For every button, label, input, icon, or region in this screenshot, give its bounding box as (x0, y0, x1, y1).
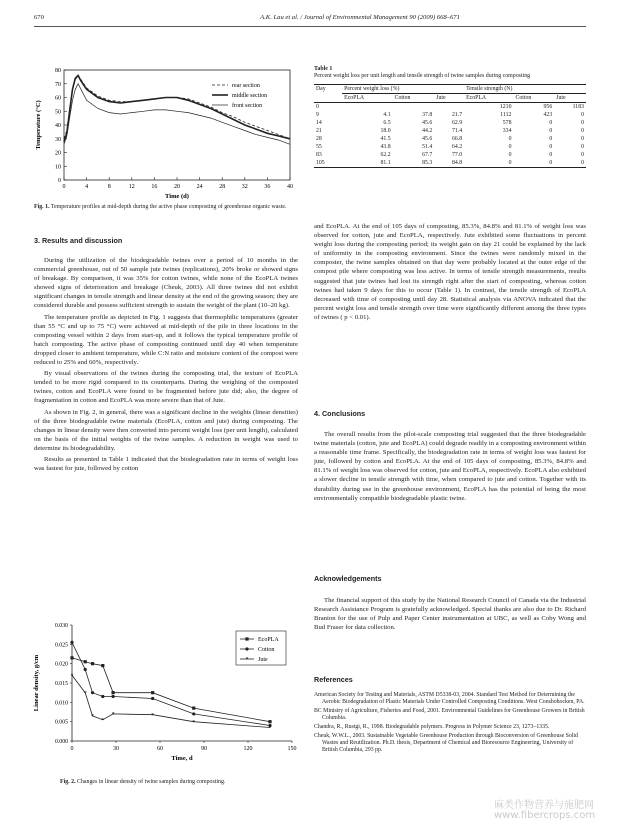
table-cell: 66.8 (451, 135, 463, 142)
x-tick-label: 0 (62, 184, 66, 190)
table-cell: 0 (581, 143, 584, 150)
data-point: * (91, 714, 95, 721)
fig1-caption-label: Fig. 1. (34, 204, 50, 210)
fig1-legend (212, 83, 267, 109)
fig2-series-line (72, 658, 270, 722)
table-cell: 0 (508, 135, 512, 142)
table-1-grid (314, 84, 586, 168)
table-row (314, 143, 586, 151)
x-tick-label: 24 (196, 184, 203, 190)
table-row (314, 151, 586, 159)
data-point (192, 712, 195, 715)
table-cell: 18.0 (380, 127, 391, 134)
table-cell-day: 28 (316, 135, 322, 142)
y-tick-label: 0.000 (54, 739, 68, 745)
table-subhead: EcoPLA (466, 94, 487, 101)
table-cell: 85.3 (422, 159, 433, 166)
table-row (314, 159, 586, 168)
y-tick-label: 0.030 (54, 623, 68, 629)
fig1-caption (34, 204, 299, 211)
fig2-linear-density-chart (30, 617, 300, 775)
table-cell-day: 105 (316, 159, 325, 166)
fig2-caption-label: Fig. 2. (60, 779, 76, 785)
table-cell: 45.6 (422, 135, 433, 142)
references-heading: References (314, 675, 353, 684)
acknowledgements-heading: Acknowledgements (314, 574, 382, 583)
fig2-caption-text: Changes in linear density of twine samples during composting. (77, 779, 226, 785)
data-point (268, 720, 271, 723)
section-3-heading: 3. Results and discussion (34, 236, 123, 245)
legend-label: EcoPLA (258, 637, 279, 643)
paragraph: and EcoPLA. At the end of 105 days of composting, 85.3%, 84.8% and 81.1% of weight loss was observed for cotton, jute and EcoPLA, respectively. Jute exhibited some fluctuations in percent weight loss during the composting period; its weight gain on day 21 could be explained by the lack of uniformity in the composting environment. Since the twines were randomly mixed in the composter, the twine samples obtained on that day were probably located at the outer edge of the compost pile where composting was less active. In terms of tensile strength measurements, results suggested that jute twines had lost its strength right after the start of composting, whereas cotton twines had taken 9 days for this to occur (Table 1). In contrast, the tensile strength of EcoPLA decreased with time of composting until day 28. Statistical analysis via ANOVA indicated that the percent weight loss and tensile strength over time were significantly different among the three types of twines ( p < 0.01). (314, 223, 586, 321)
section-4-heading: 4. Conclusions (314, 409, 366, 418)
table-cell: 0 (549, 127, 553, 134)
data-point: * (192, 719, 196, 726)
table-cell: 4.1 (383, 111, 391, 118)
table-1-caption: Percent weight loss per unit length and tensile strength of twine samples during composting (314, 73, 531, 80)
table-cell: 0 (549, 119, 553, 126)
table-subhead: Cotton (515, 94, 532, 101)
data-point: * (111, 712, 115, 719)
table-cell: 62.2 (380, 151, 391, 158)
table-cell: 0 (508, 151, 512, 158)
y-axis-label: Temperature (°C) (35, 100, 42, 150)
table-cell: 0 (581, 135, 584, 142)
table-cell-day: 14 (316, 119, 322, 126)
legend-label: middle section (232, 93, 268, 99)
x-tick-label: 32 (241, 184, 248, 190)
y-tick-label: 0.020 (54, 661, 68, 668)
table-cell: 578 (502, 119, 512, 126)
data-point (151, 691, 154, 694)
table-cell-day: 55 (316, 143, 322, 150)
table-cell: 51.4 (422, 143, 433, 150)
y-tick-label: 40 (55, 123, 61, 129)
data-point (84, 660, 87, 663)
paragraph: As shown in Fig. 2, in general, there was a significant decline in the weights (linear densities) of the three biodegradable twine materials (EcoPLA, cotton and jute) during composting. The changes in linear density were then converted into percent weight loss (per unit length), calculated on the basis of the initial weights of the twine samples. A reduction in weight was used to determine its biodegradability. (34, 408, 298, 452)
table-cell: 81.1 (380, 159, 391, 166)
table-row (314, 135, 586, 143)
data-point (70, 641, 73, 644)
reference-item: BC Ministry of Agriculture, Fisheries and Food, 2001. Environmental Guidelines for Greenhouse Growers in British Columbia. (314, 707, 585, 722)
table-cell: 0 (581, 127, 584, 134)
y-tick-label: 0.025 (54, 642, 68, 649)
paragraph: Results as presented in Table 1 indicated that the biodegradation rate in terms of weight loss was fastest for jute, followed by cotton (34, 455, 298, 473)
data-point (192, 707, 195, 710)
y-tick-label: 0.015 (54, 681, 68, 687)
table-cell: 21.7 (451, 111, 463, 118)
data-point: * (101, 717, 105, 724)
data-point (245, 637, 248, 640)
table-cell (434, 102, 464, 111)
x-tick-label: 60 (157, 746, 163, 752)
data-point (111, 695, 114, 698)
table-cell: 1183 (572, 103, 584, 110)
x-tick-label: 120 (243, 746, 253, 752)
table-cell: 1112 (500, 111, 512, 118)
table-1 (314, 66, 586, 168)
acknowledgements-body (314, 596, 586, 634)
x-axis-label: Time (d) (165, 193, 189, 200)
data-point (101, 664, 104, 667)
x-tick-label: 90 (201, 746, 207, 752)
data-point (70, 656, 73, 659)
paragraph: The financial support of this study by the National Research Council of Canada via the Industrial Research Assistance Program is gratefully acknowledged. Special thanks are also due to Dr. Richard Branion for the use of Pulp and Paper Center instrumentation at UBC, as well as Coby Wong and Bud Fraser for data collection. (314, 597, 586, 632)
data-point (101, 695, 104, 698)
legend-label: front section (232, 103, 263, 109)
table-subhead: Jute (436, 94, 446, 101)
y-axis-label: Linear density, g/cm (33, 654, 40, 712)
y-tick-label: 0.010 (54, 700, 68, 707)
x-tick-label: 150 (287, 746, 297, 752)
fig2-legend (236, 631, 286, 665)
page-number: 670 (34, 14, 44, 21)
table-cell: 44.2 (422, 127, 433, 134)
table-1-body (314, 102, 586, 167)
reference-item: American Society for Testing and Materials, ASTM D5338-03, 2004. Standard Test Method for Determining the Aerobic Biodegradation of Plastic Materials Under Controlled Composting Conditions. West Conshohocken, PA. (314, 692, 585, 706)
x-tick-label: 8 (107, 184, 111, 190)
fig2-caption (60, 779, 300, 786)
y-tick-label: 0 (58, 178, 61, 184)
x-tick-label: 20 (174, 184, 180, 190)
table-cell-day: 21 (316, 127, 322, 134)
y-tick-label: 50 (55, 109, 61, 116)
y-tick-label: 60 (55, 95, 61, 102)
table-cell: 62.9 (451, 119, 463, 126)
table-cell: 67.7 (422, 151, 433, 158)
table-cell: 956 (543, 103, 553, 110)
references-list (314, 692, 586, 756)
table-head-day: Day (316, 86, 326, 93)
x-axis-label: Time, d (171, 755, 193, 762)
section-3-body (34, 256, 298, 475)
table-cell-day: 0 (316, 103, 319, 110)
table-cell-day: 83 (316, 151, 322, 158)
y-tick-label: 30 (55, 136, 61, 143)
reference-item: Cheuk, W.W.L., 2003. Sustainable Vegetable Greenhouse Production through Bioconversion of Greenhouse Solid Wastes and Reutilization. Ph.D. thesis, Department of Chemical and Bioresource Engineering, University of British Columbia, 293 pp. (314, 732, 578, 753)
table-cell (342, 102, 392, 111)
x-tick-label: 0 (70, 746, 74, 752)
data-point: * (70, 673, 74, 680)
x-tick-label: 30 (113, 746, 119, 752)
table-cell: 1210 (499, 103, 512, 110)
data-point: * (151, 712, 155, 719)
table-cell: 423 (543, 111, 553, 118)
paragraph: During the utilization of the biodegradable twines over a period of 10 months in the commercial greenhouse, out of 50 sample jute twines (replications), 20% broke or showed signs of breakage. By comparison, it was 35% for cotton twines, while none of the EcoPLA twines showed signs of deterioration and breakage (Cheuk, 2003). All three twines did not exhibit significant changes in tensile strength and linear density at the end of the growing season; they are considered durable and possess sufficient strength to sustain the weight of the plant (10–20 kg). (34, 257, 298, 310)
y-tick-label: 20 (55, 150, 61, 157)
data-point (91, 691, 94, 694)
table-cell: 0 (581, 119, 584, 126)
data-point (245, 647, 248, 650)
table-cell: 84.8 (451, 159, 463, 166)
data-point (91, 662, 94, 665)
table-subhead: Jute (556, 94, 566, 101)
table-cell: 43.8 (380, 143, 391, 150)
y-tick-label: 10 (55, 164, 61, 171)
x-tick-label: 28 (219, 184, 226, 190)
data-point (84, 668, 87, 671)
table-cell: 41.5 (380, 135, 391, 142)
table-cell: 71.4 (451, 127, 463, 134)
table-cell (393, 102, 435, 111)
table-cell: 0 (508, 143, 512, 150)
table-cell: 0 (581, 159, 584, 166)
paragraph: The overall results from the pilot-scale composting trial suggested that the three biodegradable twine materials (cotton, jute and EcoPLA) could degrade readily in a composting environment within a reasonable time frame. Specifically, the biodegradation rate in terms of weight loss was fastest for jute, followed by cotton and EcoPLA. At the end of 105 days of composting, 85.3%, 84.8% and 81.1% of weight loss was observed for cotton, jute and EcoPLA, respectively. EcoPLA also exhibited a slower decline in tensile strength with time, when compared to jute and cotton. Together with its durability during use in the greenhouse environment, EcoPLA has the potential of being the most environmentally compatible biodegradable plastic twine. (314, 431, 586, 502)
conclusions-body (314, 430, 586, 505)
watermark-url: www.fibercrops.com (494, 810, 596, 821)
data-point (151, 697, 154, 700)
table-cell: 0 (549, 143, 553, 150)
table-cell: 0 (581, 111, 584, 118)
watermark-cn: 麻类作物营养与施肥网 (494, 800, 594, 811)
table-1-label: Table 1 (314, 66, 333, 72)
legend-label: Jute (258, 657, 268, 663)
y-tick-label: 0.005 (54, 719, 68, 726)
table-subhead: Cotton (394, 94, 411, 101)
data-point (111, 691, 114, 694)
legend-label: rear section (232, 83, 260, 89)
table-cell: 0 (508, 159, 512, 166)
fig1-caption-text: Temperature profiles at mid-depth during the active phase composting of greenhouse organic waste. (50, 204, 287, 210)
table-row (314, 102, 586, 111)
x-tick-label: 16 (151, 184, 158, 190)
legend-label: Cotton (258, 647, 275, 653)
paragraph: The temperature profile as depicted in Fig. 1 suggests that thermophilic temperatures (greater than 55 °C and up to 75 °C) were achieved at mid-depth of the pile in three locations in the composting vessel within 2 days from start-up, and it follows the typical temperature profile of batch composting. The active phase of composting continued until day 40 when temperature dropped closer to ambient temperature, while C:N ratio and moisture content of the compost were reduced to 25% and 60%, respectively. (34, 313, 298, 367)
table-cell: 0 (549, 151, 553, 158)
fig1-temperature-chart (30, 62, 300, 212)
table-cell: 6.5 (383, 119, 391, 126)
reference-item: Chandra, R., Rustgi, R., 1998. Biodegradable polymers. Progress in Polymer Science 23, 1273–1335. (314, 723, 550, 730)
x-tick-label: 36 (264, 184, 271, 190)
table-cell: 37.8 (422, 111, 433, 118)
table-head-tensile: Tensile strength (N) (464, 84, 586, 93)
table-cell: 77.0 (451, 151, 463, 158)
table-cell: 334 (502, 127, 512, 134)
paragraph: By visual observations of the twines during the composting trial, the texture of EcoPLA tended to be more rigid compared to its counterparts. During the weighing of the composted twines, cotton and EcoPLA were found to be fragmented before jute did; also, the degree of fragmentation in cotton and EcoPLA was more severe than that of Jute. (34, 370, 298, 405)
right-column (314, 222, 586, 324)
running-title: A.K. Lau et al. / Journal of Environmental Management 90 (2009) 668–671 (260, 14, 460, 21)
data-point: * (83, 690, 87, 697)
header-rule (34, 26, 586, 27)
table-cell: 0 (549, 135, 553, 142)
y-tick-label: 80 (55, 68, 61, 74)
table-subhead: EcoPLA (344, 94, 365, 101)
table-row (314, 127, 586, 135)
data-point: * (245, 657, 249, 664)
y-tick-label: 70 (55, 81, 61, 88)
x-tick-label: 4 (85, 184, 89, 190)
table-cell: 64.2 (451, 143, 463, 150)
table-head-weight-loss: Percent weight loss (%) (342, 84, 464, 93)
table-head-empty (314, 93, 342, 102)
table-cell-day: 9 (316, 111, 319, 118)
x-tick-label: 40 (287, 184, 293, 190)
table-row (314, 119, 586, 127)
table-cell: 0 (581, 151, 584, 158)
data-point: * (268, 725, 272, 732)
table-cell: 45.6 (422, 119, 433, 126)
table-row (314, 111, 586, 119)
x-tick-label: 12 (128, 184, 135, 190)
table-cell: 0 (549, 159, 553, 166)
